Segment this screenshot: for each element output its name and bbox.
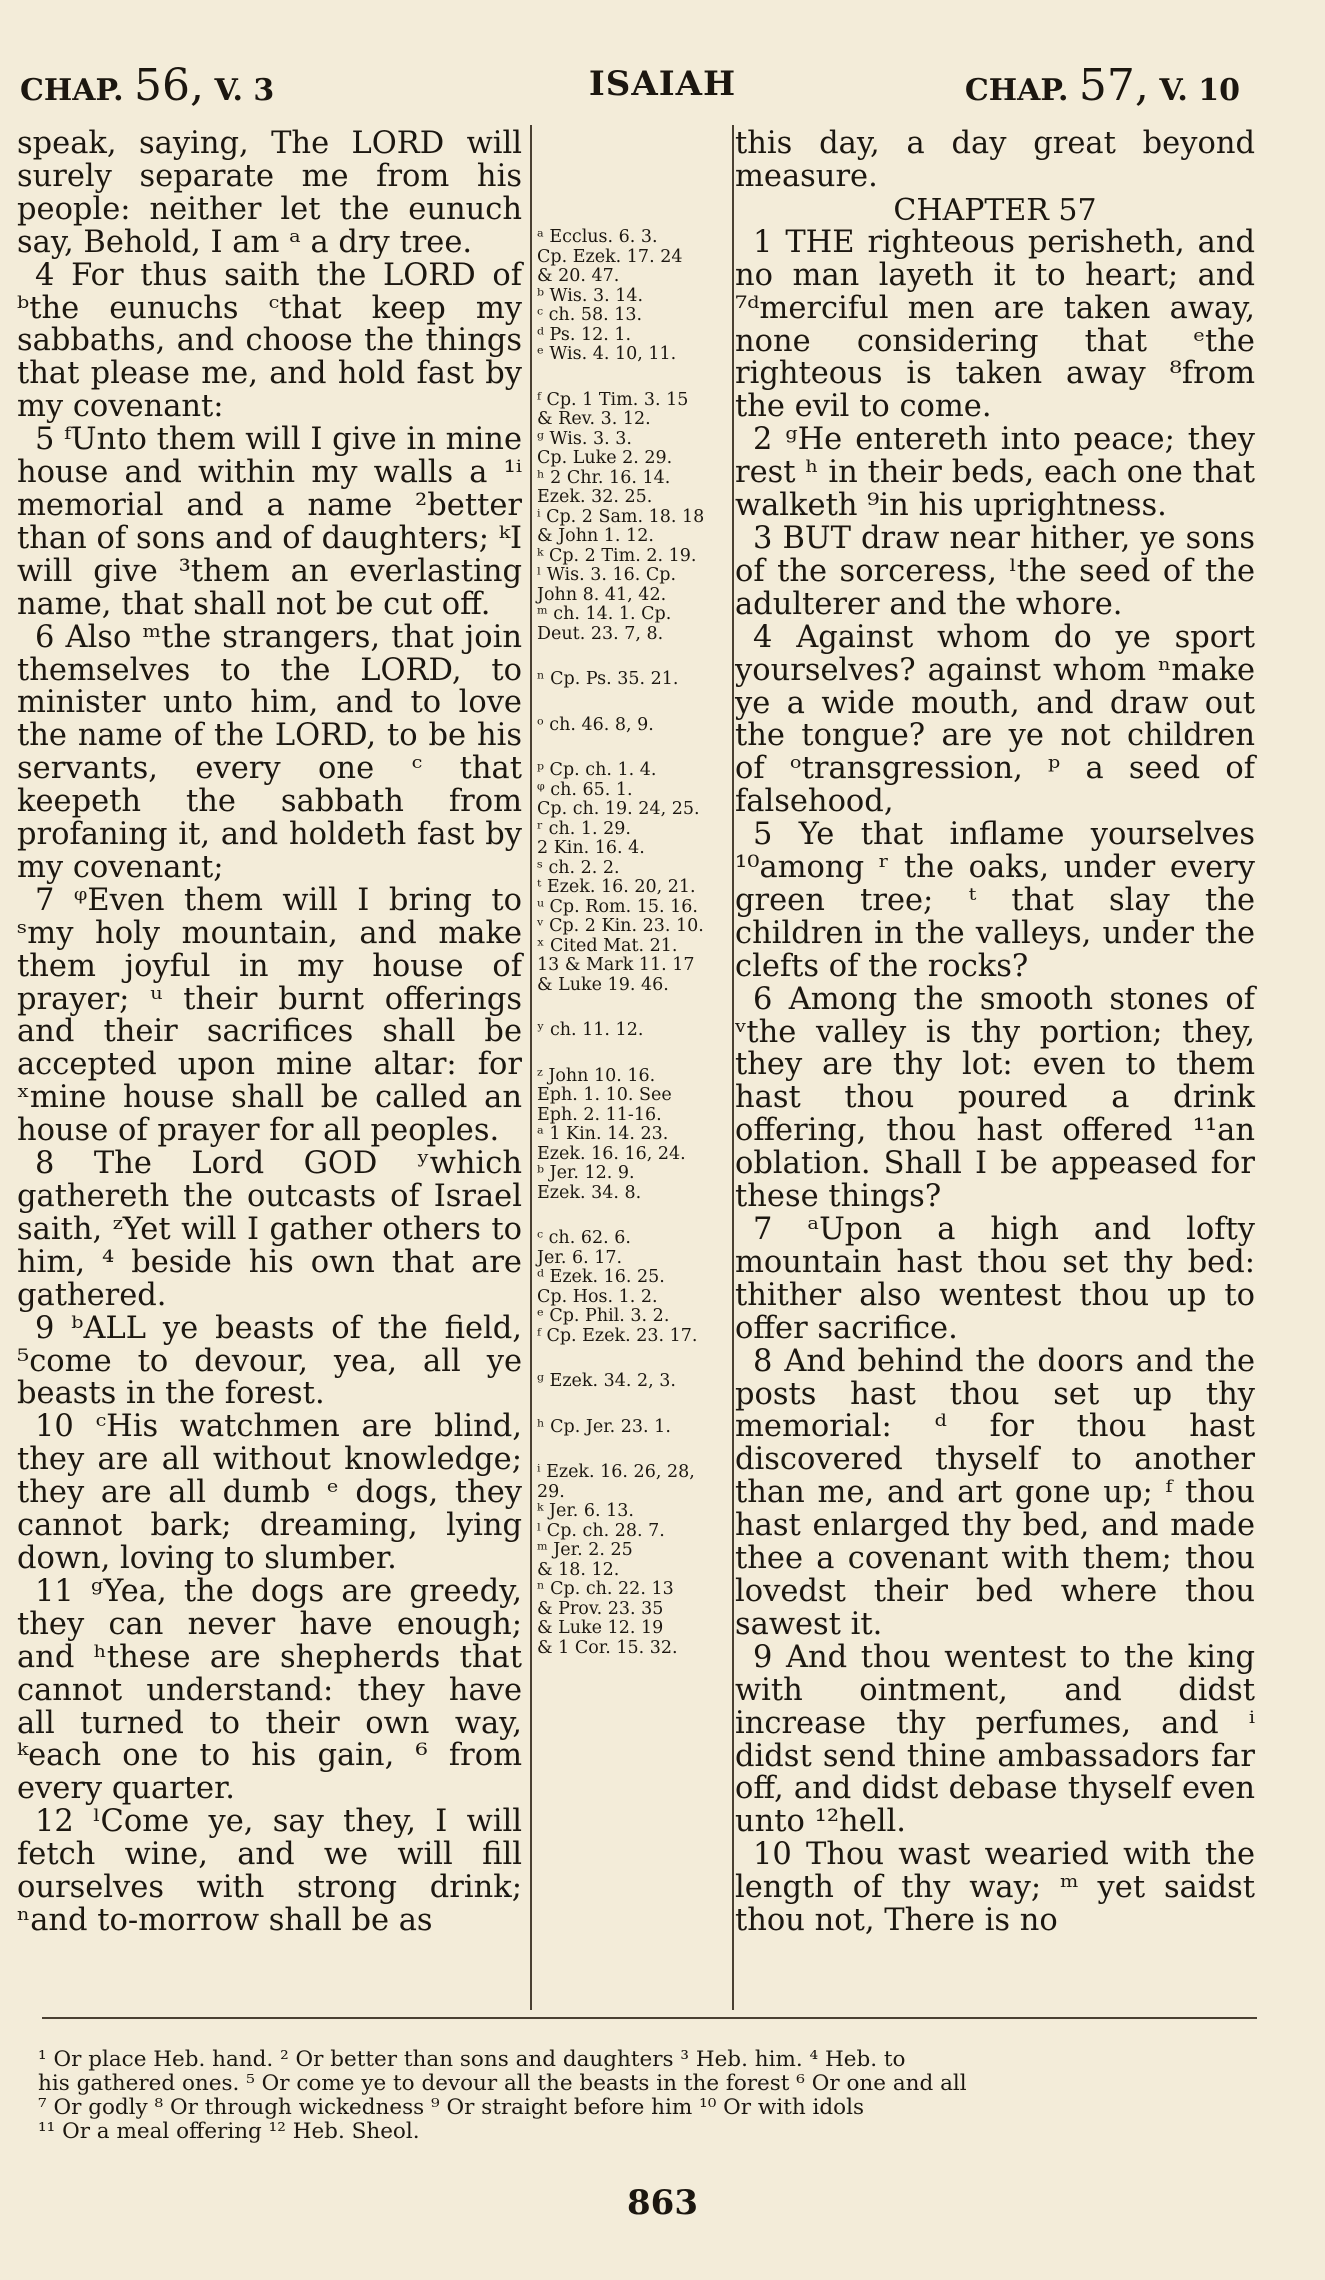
- cross-reference-line: ˢ ch. 2. 2.: [537, 857, 620, 878]
- verse-paragraph: 7 ᵃUpon a high and lofty mountain hast thou set thy bed: thither also wentest thou up to offer sacrifice.: [735, 1212, 1255, 1346]
- cross-reference-line: Cp. Hos. 1. 2.: [537, 1286, 658, 1307]
- cross-reference-line: ᵗ Ezek. 16. 20, 21.: [537, 877, 696, 897]
- cross-reference-line: ᵈ Ezek. 16. 25.: [537, 1267, 665, 1287]
- cross-reference-line: ʰ 2 Chr. 16. 14.: [537, 467, 671, 488]
- verse-paragraph: this day, a day great beyond measure.: [735, 126, 1255, 194]
- cross-reference-line: 2 Kin. 16. 4.: [537, 838, 645, 858]
- cross-reference-line: ᵍ Ezek. 34. 2, 3.: [537, 1371, 676, 1391]
- cross-reference-line: ᵇ Jer. 12. 9.: [537, 1163, 635, 1183]
- cross-reference-spacer: [537, 1203, 729, 1229]
- cross-reference-line: ᵃ 1 Kin. 14. 23.: [537, 1124, 669, 1144]
- verse-paragraph: 4 Against whom do ye sport yourselves? against whom ⁿmake ye a wide mouth, and draw out the tongue? are ye not children of ᵒtransgression, ᵖ a seed of falsehood,: [735, 619, 1255, 820]
- cross-reference-line: Jer. 6. 17.: [537, 1247, 623, 1268]
- cross-reference-spacer: [537, 1346, 729, 1372]
- cross-reference-line: ᵠ ch. 65. 1.: [537, 779, 633, 800]
- verse-paragraph: 9 And thou wentest to the king with ointment, and didst increase thy perfumes, and ⁱ didst send thine ambassadors far off, and didst debase thyself even unto ¹²hell.: [735, 1639, 1255, 1840]
- cross-reference-line: Deut. 23. 7, 8.: [537, 623, 664, 644]
- header-verse: V. 10: [1159, 73, 1240, 108]
- right-text-column: [735, 128, 1255, 1938]
- cross-reference-line: ᶠ Cp. 1 Tim. 3. 15: [537, 389, 689, 410]
- verse-paragraph: 3 BUT draw near hither, ye sons of the sorceress, ˡthe seed of the adulterer and the whore.: [735, 520, 1255, 622]
- verse-paragraph: 6 Also ᵐthe strangers, that join themselves to the LORD, to minister unto him, and to love the name of the LORD, to be his servants, every one ᶜ that keepeth the sabbath from profaning it, and holdeth fast by my covenant;: [17, 619, 522, 885]
- running-header-right: [965, 60, 1240, 111]
- verse-paragraph: speak, saying, The LORD will surely separate me from his people: neither let the eunuch say, Behold, I am ᵃ a dry tree.: [17, 126, 522, 260]
- header-chapter-number: 56,: [134, 60, 204, 111]
- verse-paragraph: 4 For thus saith the LORD of ᵇthe eunuchs ᶜthat keep my sabbaths, and choose the things that please me, and hold fast by my covenant:: [17, 257, 522, 425]
- cross-reference-line: ˡ Wis. 3. 16. Cp.: [537, 565, 677, 585]
- cross-reference-line: ⁿ Cp. ch. 22. 13: [537, 1579, 674, 1599]
- cross-reference-line: ᵏ Jer. 6. 13.: [537, 1501, 634, 1521]
- cross-reference-line: Eph. 1. 10. See: [537, 1085, 672, 1105]
- cross-reference-line: Eph. 2. 11-16.: [537, 1104, 662, 1125]
- cross-reference-line: ᵃ Ecclus. 6. 3.: [537, 227, 658, 247]
- verse-paragraph: 2 ᵍHe entereth into peace; they rest ʰ in their beds, each one that walketh ⁹in his uprightness.: [735, 422, 1255, 524]
- cross-reference-line: ʳ ch. 1. 29.: [537, 818, 631, 839]
- verse-paragraph: 10 Thou wast wearied with the length of thy way; ᵐ yet saidst thou not, There is no: [735, 1837, 1255, 1939]
- cross-reference-spacer: [537, 1041, 729, 1067]
- cross-reference-line: ⁱ Cp. 2 Sam. 18. 18: [537, 506, 705, 527]
- cross-reference-line: ⁿ Cp. Ps. 35. 21.: [537, 669, 679, 689]
- cross-reference-line: & John 1. 12.: [537, 526, 654, 546]
- cross-reference-line: & Rev. 3. 12.: [537, 409, 651, 429]
- cross-reference-line: ᵉ Wis. 4. 10, 11.: [537, 344, 677, 364]
- cross-reference-line: ᵖ Cp. ch. 1. 4.: [537, 760, 657, 780]
- cross-reference-line: ᶜ ch. 62. 6.: [537, 1228, 631, 1248]
- footnote-line: ¹ Or place Heb. hand. ² Or better than sons and daughters ³ Heb. him. ⁴ Heb. to: [38, 2047, 906, 2072]
- cross-reference-line: & 20. 47.: [537, 266, 620, 286]
- cross-reference-line: ᵉ Cp. Phil. 3. 2.: [537, 1306, 670, 1326]
- cross-reference-line: Ezek. 34. 8.: [537, 1182, 642, 1203]
- column-divider: [530, 125, 532, 2010]
- footnote-line: ¹¹ Or a meal offering ¹² Heb. Sheol.: [38, 2119, 420, 2144]
- verse-paragraph: 12 ˡCome ye, say they, I will fetch wine, and we will fill ourselves with strong drink; ⁿand to-morrow shall be as: [17, 1804, 522, 1938]
- verse-paragraph: 9 ᵇALL ye beasts of the field, ⁵come to devour, yea, all ye beasts in the forest.: [17, 1310, 522, 1412]
- cross-reference-line: ᵈ Ps. 12. 1.: [537, 324, 632, 345]
- cross-reference-line: & Prov. 23. 35: [537, 1598, 664, 1619]
- verse-paragraph: 11 ᵍYea, the dogs are greedy, they can never have enough; and ʰthese are shepherds that cannot understand: they have all turned to their own way, ᵏeach one to his gain, ⁶ from every quarter.: [17, 1573, 522, 1807]
- cross-reference-spacer: [537, 1437, 729, 1463]
- verse-paragraph: 5 ᶠUnto them will I give in mine house and within my walls a ¹ⁱ memorial and a name ²better than of sons and of daughters; ᵏI will give ³them an everlasting name, that shall not be cut off.: [17, 422, 522, 622]
- column-divider: [732, 125, 734, 2010]
- cross-reference-spacer: [537, 365, 729, 391]
- cross-reference-line: & Luke 19. 46.: [537, 974, 669, 995]
- cross-reference-line: ᵘ Cp. Rom. 15. 16.: [537, 896, 698, 917]
- cross-reference-line: John 8. 41, 42.: [537, 584, 667, 605]
- header-verse: V. 3: [214, 73, 275, 108]
- cross-reference-line: ᶠ Cp. Ezek. 23. 17.: [537, 1325, 698, 1346]
- cross-reference-line: ᶻ John 10. 16.: [537, 1065, 656, 1086]
- cross-reference-spacer: [537, 644, 729, 670]
- header-chapter-number: 57,: [1078, 60, 1149, 111]
- cross-reference-line: ᵇ Wis. 3. 14.: [537, 285, 644, 306]
- cross-reference-line: ʰ Cp. Jer. 23. 1.: [537, 1416, 671, 1437]
- left-text-column: [17, 128, 522, 1938]
- footnote-divider: [42, 2017, 1257, 2019]
- cross-reference-spacer: [537, 690, 729, 716]
- cross-reference-line: ˣ Cited Mat. 21.: [537, 935, 678, 956]
- cross-reference-line: & 1 Cor. 15. 32.: [537, 1637, 678, 1658]
- cross-reference-line: ᵛ Cp. 2 Kin. 23. 10.: [537, 916, 704, 936]
- verse-paragraph: 8 And behind the doors and the posts hast thou set up thy memorial: ᵈ for thou hast discovered thyself to another than me, and art gone up; ᶠ thou hast enlarged thy bed, and made thee a covenant with them; thou lovedst their bed where thou sawest it.: [735, 1343, 1255, 1642]
- verse-paragraph: 5 Ye that inflame yourselves ¹⁰among ʳ the oaks, under every green tree; ᵗ that slay the children in the valleys, under the clefts of the rocks?: [735, 817, 1255, 984]
- chapter-heading: CHAPTER 57: [893, 192, 1097, 228]
- cross-reference-line: ˡ Cp. ch. 28. 7.: [537, 1520, 665, 1541]
- header-chap-label: CHAP.: [20, 73, 124, 108]
- cross-reference-line: Cp. Ezek. 17. 24: [537, 246, 683, 267]
- cross-reference-line: ᶜ ch. 58. 13.: [537, 305, 643, 325]
- cross-reference-line: ᵒ ch. 46. 8, 9.: [537, 714, 654, 735]
- cross-reference-line: & 18. 12.: [537, 1559, 620, 1580]
- verse-paragraph: 10 ᶜHis watchmen are blind, they are all without knowledge; they are all dumb ᵉ dogs, they cannot bark; dreaming, lying down, loving to slumber.: [17, 1409, 522, 1576]
- verse-paragraph: 1 THE righteous perisheth, and no man layeth it to heart; and ⁷ᵈmerciful men are taken away, none considering that ᵉthe righteous is taken away ⁸from the evil to come.: [735, 224, 1255, 425]
- cross-reference-line: Ezek. 16. 16, 24.: [537, 1143, 686, 1164]
- cross-reference-line: & Luke 12. 19: [537, 1618, 664, 1638]
- verse-paragraph: 8 The Lord GOD ʸwhich gathereth the outcasts of Israel saith, ᶻYet will I gather others to him, ⁴ beside his own that are gathered.: [17, 1146, 522, 1313]
- cross-reference-line: ⁱ Ezek. 16. 26, 28,: [537, 1462, 695, 1482]
- verse-paragraph: 6 Among the smooth stones of ᵛthe valley is thy portion; they, they are thy lot: even to them hast thou poured a drink offering, thou hast offered ¹¹an oblation. Shall I be appeased for these things?: [735, 981, 1255, 1215]
- footnote-line: ⁷ Or godly ⁸ Or through wickedness ⁹ Or straight before him ¹⁰ Or with idols: [38, 2095, 865, 2120]
- cross-reference-line: 13 & Mark 11. 17: [537, 955, 695, 975]
- cross-reference-line: Cp. Luke 2. 29.: [537, 448, 673, 468]
- cross-reference-spacer: [537, 735, 729, 761]
- cross-reference-line: ᵏ Cp. 2 Tim. 2. 19.: [537, 545, 697, 566]
- cross-reference-line: 29.: [537, 1481, 565, 1502]
- cross-reference-column: [537, 228, 729, 1658]
- cross-reference-line: ᵐ Jer. 2. 25: [537, 1540, 633, 1560]
- page-number: 863: [627, 2183, 698, 2223]
- cross-reference-spacer: [537, 995, 729, 1021]
- cross-reference-spacer: [537, 1392, 729, 1418]
- cross-reference-line: ᵍ Wis. 3. 3.: [537, 428, 632, 449]
- verse-paragraph: 7 ᵠEven them will I bring to ˢmy holy mountain, and make them joyful in my house of prayer; ᵘ their burnt offerings and their sacrifices shall be accepted upon mine altar: for ˣmine house shall be called an house of prayer for all peoples.: [17, 882, 522, 1149]
- cross-reference-line: ʸ ch. 11. 12.: [537, 1020, 644, 1040]
- running-header-book: ISAIAH: [588, 64, 737, 104]
- footnotes: [38, 2048, 1263, 2144]
- header-chap-label: CHAP.: [964, 73, 1069, 108]
- cross-reference-line: Cp. ch. 19. 24, 25.: [537, 799, 700, 819]
- cross-reference-line: Ezek. 32. 25.: [537, 487, 653, 507]
- footnote-line: his gathered ones. ⁵ Or come ye to devour all the beasts in the forest ⁶ Or one and all: [38, 2071, 967, 2096]
- cross-reference-line: ᵐ ch. 14. 1. Cp.: [537, 604, 672, 624]
